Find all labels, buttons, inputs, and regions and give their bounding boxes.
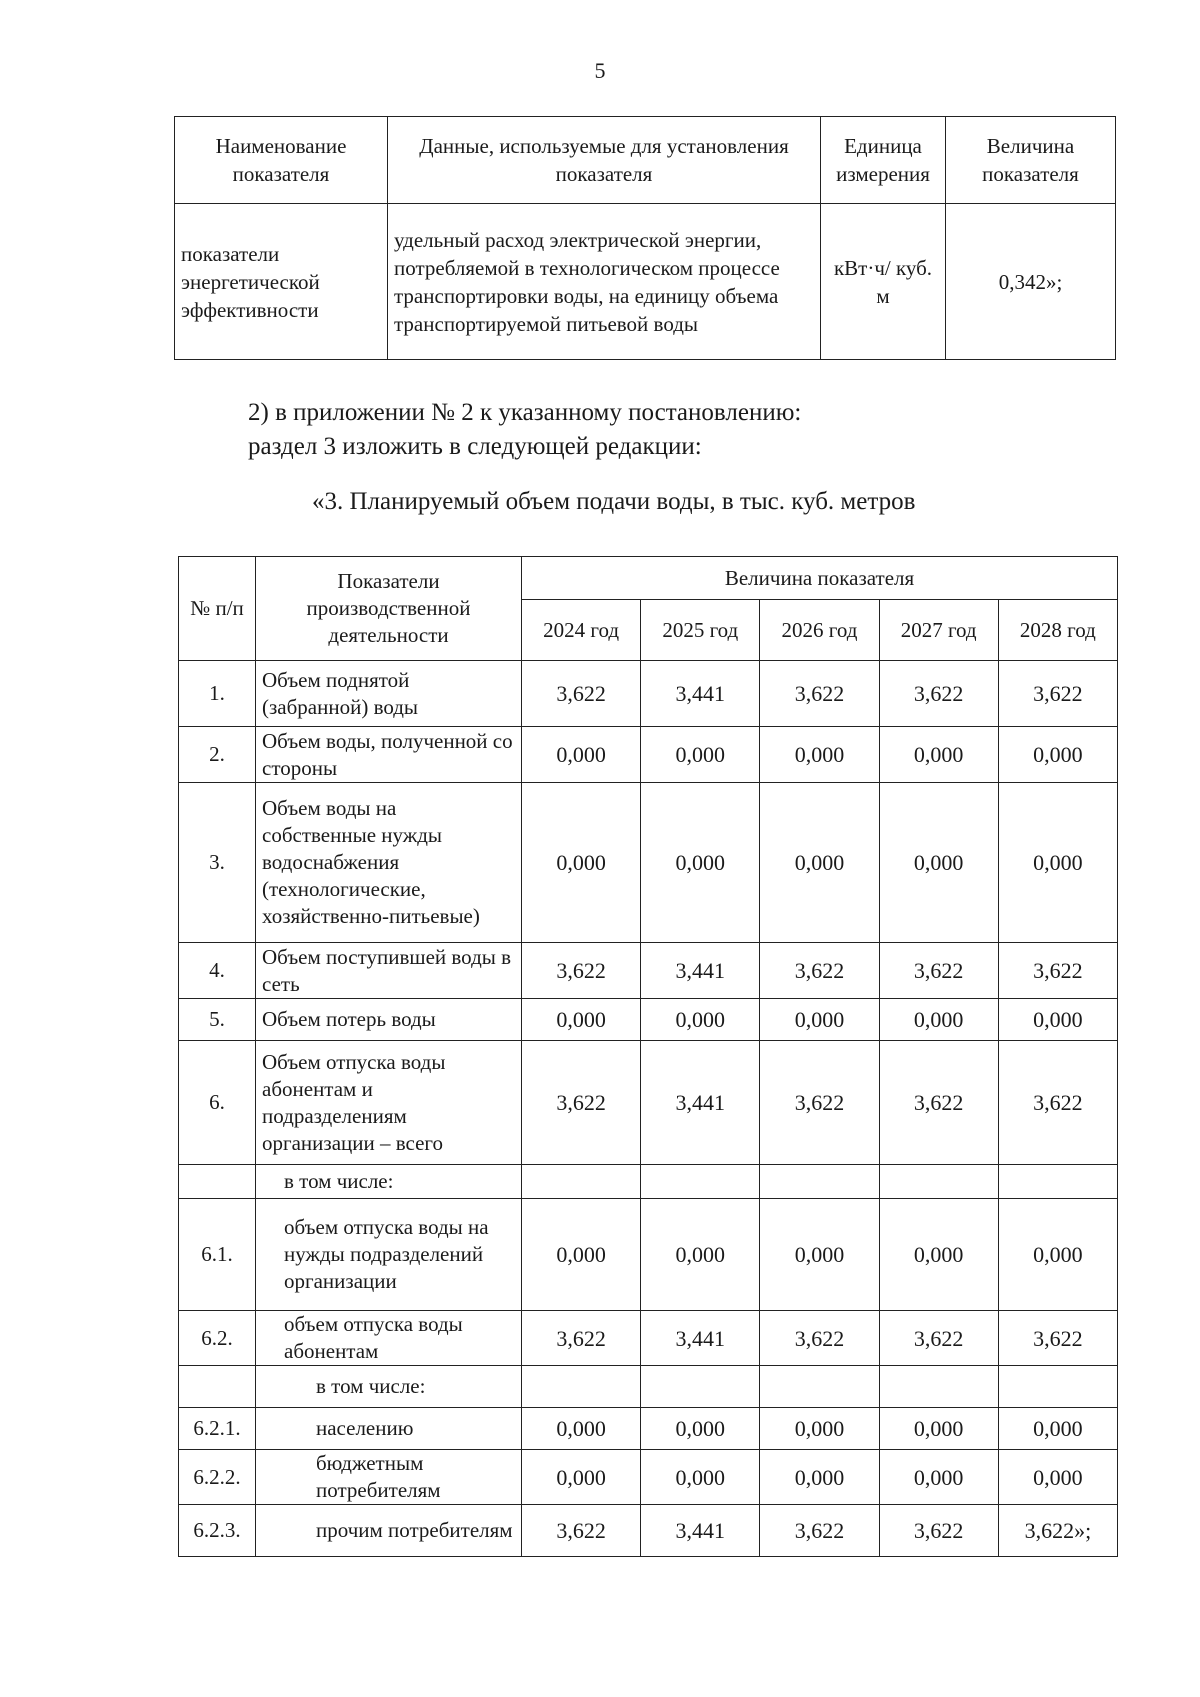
value-cell [641, 1165, 760, 1199]
value-cell: 3,622 [998, 1311, 1117, 1366]
table-row [179, 1408, 1118, 1450]
table-row [179, 783, 1118, 943]
indicator-table [174, 116, 1116, 360]
value-cell: 3,622 [760, 1505, 879, 1557]
table-row [179, 1450, 1118, 1505]
table-row [179, 943, 1118, 999]
value-cell [522, 1366, 641, 1408]
value-cell: 3,622 [760, 1041, 879, 1165]
year-header: 2025 год [641, 600, 760, 661]
page-number: 5 [594, 58, 606, 83]
value-cell [998, 1366, 1117, 1408]
value-cell: 0,000 [879, 999, 998, 1041]
row-label: Объем отпуска воды абонентам и подразделениям организации – всего [256, 1041, 522, 1165]
indicator-unit-cell: кВт·ч/ куб. м [821, 204, 946, 360]
value-cell: 3,622 [879, 1311, 998, 1366]
value-cell: 0,000 [641, 1450, 760, 1505]
row-label: прочим потребителям [256, 1505, 522, 1557]
row-number: 1. [179, 661, 256, 727]
value-cell: 3,622 [760, 1311, 879, 1366]
value-cell: 0,000 [998, 1199, 1117, 1311]
value-cell: 0,000 [879, 783, 998, 943]
value-cell [879, 1165, 998, 1199]
row-number [179, 1165, 256, 1199]
value-cell: 3,622 [879, 1041, 998, 1165]
indicator-data-cell: удельный расход электрической энергии, потребляемой в технологическом процессе транспортировки воды, на единицу объема транспортируемой питьевой воды [388, 204, 821, 360]
value-cell: 0,000 [879, 1450, 998, 1505]
row-number [179, 1366, 256, 1408]
row-label: Объем поступившей воды в сеть [256, 943, 522, 999]
row-number: 6.2.1. [179, 1408, 256, 1450]
row-label: в том числе: [256, 1165, 522, 1199]
value-cell: 3,441 [641, 661, 760, 727]
value-cell: 3,622 [879, 1505, 998, 1557]
paragraph-line-1: 2) в приложении № 2 к указанному постановлению: [248, 399, 802, 426]
value-cell: 3,622 [522, 943, 641, 999]
row-label: Объем воды, полученной со стороны [256, 727, 522, 783]
table-row [179, 1199, 1118, 1311]
row-label: объем отпуска воды на нужды подразделений организации [256, 1199, 522, 1311]
value-cell: 0,000 [879, 1408, 998, 1450]
row-label: бюджетным потребителям [256, 1450, 522, 1505]
value-cell: 0,000 [879, 1199, 998, 1311]
value-cell: 3,622 [998, 661, 1117, 727]
table-row [179, 1165, 1118, 1199]
year-header: 2027 год [879, 600, 998, 661]
value-cell: 0,000 [522, 999, 641, 1041]
value-cell: 0,000 [998, 727, 1117, 783]
water-supply-table [178, 556, 1118, 1557]
header-indicator-name: Наименование показателя [175, 117, 388, 204]
value-cell [522, 1165, 641, 1199]
row-label: Объем поднятой (забранной) воды [256, 661, 522, 727]
value-cell [641, 1366, 760, 1408]
table-row [179, 1041, 1118, 1165]
value-cell: 0,000 [522, 783, 641, 943]
value-cell: 3,622 [760, 661, 879, 727]
value-cell: 3,622 [879, 661, 998, 727]
value-cell: 0,000 [522, 1408, 641, 1450]
value-cell: 3,622 [522, 1311, 641, 1366]
value-cell: 3,622 [998, 1041, 1117, 1165]
row-number: 6.1. [179, 1199, 256, 1311]
header-num: № п/п [179, 557, 256, 661]
value-cell: 0,000 [998, 999, 1117, 1041]
value-cell: 0,000 [641, 783, 760, 943]
indicator-table-header [175, 117, 1116, 204]
row-number: 6. [179, 1041, 256, 1165]
year-header: 2024 год [522, 600, 641, 661]
header-value-group: Величина показателя [522, 557, 1118, 600]
value-cell: 3,622 [760, 943, 879, 999]
value-cell: 0,000 [760, 1199, 879, 1311]
value-cell: 0,000 [522, 1450, 641, 1505]
year-header: 2026 год [760, 600, 879, 661]
value-cell: 0,000 [879, 727, 998, 783]
value-cell [760, 1366, 879, 1408]
row-number: 5. [179, 999, 256, 1041]
table-row [179, 1366, 1118, 1408]
value-cell: 0,000 [641, 1408, 760, 1450]
value-cell [998, 1165, 1117, 1199]
row-number: 2. [179, 727, 256, 783]
table-row [179, 1311, 1118, 1366]
value-cell: 0,000 [998, 783, 1117, 943]
row-label: населению [256, 1408, 522, 1450]
table-row [179, 727, 1118, 783]
header-value: Величина показателя [946, 117, 1116, 204]
value-cell: 3,622 [522, 1505, 641, 1557]
value-cell: 3,622 [522, 661, 641, 727]
indicator-value-cell: 0,342»; [946, 204, 1116, 360]
value-cell: 0,000 [760, 783, 879, 943]
row-label: Объем воды на собственные нужды водоснабжения (технологические, хозяйственно-питьевые) [256, 783, 522, 943]
value-cell: 0,000 [760, 999, 879, 1041]
row-number: 6.2. [179, 1311, 256, 1366]
table-row [179, 661, 1118, 727]
value-cell: 3,441 [641, 1311, 760, 1366]
year-header: 2028 год [998, 600, 1117, 661]
indicator-name-cell: показатели энергетической эффективности [175, 204, 388, 360]
value-cell: 0,000 [760, 1408, 879, 1450]
table-body [179, 661, 1118, 1557]
row-number: 6.2.2. [179, 1450, 256, 1505]
table-row [179, 999, 1118, 1041]
value-cell: 3,441 [641, 943, 760, 999]
value-cell: 3,441 [641, 1505, 760, 1557]
value-cell: 3,622 [522, 1041, 641, 1165]
row-label: объем отпуска воды абонентам [256, 1311, 522, 1366]
table-row [175, 204, 1116, 360]
value-cell: 0,000 [641, 1199, 760, 1311]
value-cell: 0,000 [998, 1450, 1117, 1505]
value-cell: 3,441 [641, 1041, 760, 1165]
value-cell: 0,000 [522, 727, 641, 783]
value-cell: 3,622»; [998, 1505, 1117, 1557]
value-cell [879, 1366, 998, 1408]
value-cell: 0,000 [641, 727, 760, 783]
row-number: 3. [179, 783, 256, 943]
value-cell: 0,000 [522, 1199, 641, 1311]
header-indicator: Показатели производственной деятельности [256, 557, 522, 661]
value-cell: 0,000 [760, 727, 879, 783]
value-cell [760, 1165, 879, 1199]
header-data-used: Данные, используемые для установления показателя [388, 117, 821, 204]
value-cell: 0,000 [641, 999, 760, 1041]
value-cell: 3,622 [998, 943, 1117, 999]
table-header-row [179, 557, 1118, 600]
value-cell: 3,622 [879, 943, 998, 999]
row-label: в том числе: [256, 1366, 522, 1408]
row-number: 6.2.3. [179, 1505, 256, 1557]
table-row [179, 1505, 1118, 1557]
value-cell: 0,000 [760, 1450, 879, 1505]
row-label: Объем потерь воды [256, 999, 522, 1041]
paragraph-line-2: раздел 3 изложить в следующей редакции: [248, 433, 702, 460]
row-number: 4. [179, 943, 256, 999]
header-unit: Единица измерения [821, 117, 946, 204]
value-cell: 0,000 [998, 1408, 1117, 1450]
section-heading: «3. Планируемый объем подачи воды, в тыс. куб. метров [312, 488, 916, 515]
